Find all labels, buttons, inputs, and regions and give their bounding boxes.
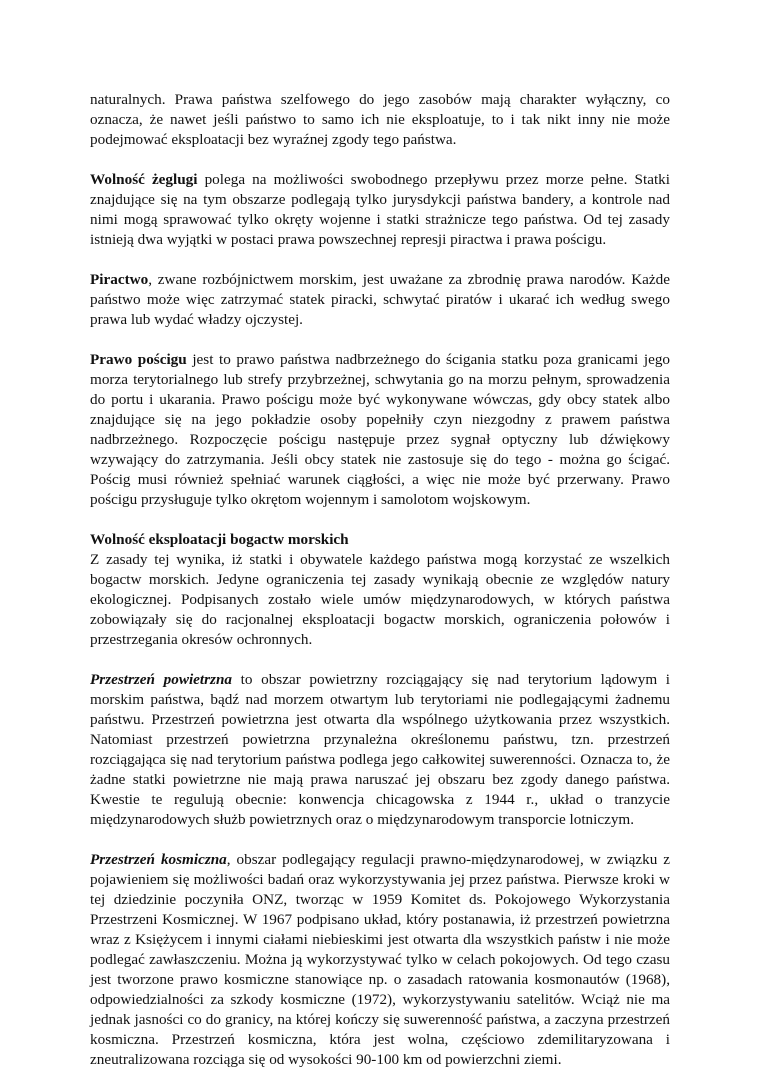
section-heading-exploitation: Wolność eksploatacji bogactw morskich xyxy=(90,531,349,548)
paragraph-text: naturalnych. Prawa państwa szelfowego do jego zasobów mają charakter wyłączny, co oznacza, że nawet jeśli państwo to samo ich nie eksploatuje, to i tak nikt inny nie może podejmować eksploatacji bez wyraźnej zgody tego państwa. xyxy=(90,91,670,148)
paragraph-text: Z zasady tej wynika, iż statki i obywatele każdego państwa mogą korzystać ze wszelkich bogactw morskich. Jedyne ograniczenia tej zasady wynikają obecnie ze względów natury ekologicznej. Podpisanych zostało wiele umów międzynarodowych, w których państwa zobowiązały się do racjonalnej eksploatacji bogactw morskich, ograniczenia połowów i przestrzegania okresów ochronnych. xyxy=(90,551,670,648)
paragraph-freedom-of-exploitation xyxy=(90,530,670,650)
paragraph-airspace xyxy=(90,670,670,830)
term-freedom-of-navigation: Wolność żeglugi xyxy=(90,171,198,188)
term-right-of-pursuit: Prawo pościgu xyxy=(90,351,187,368)
paragraph-text: polega na możliwości swobodnego przepływu przez morze pełne. Statki znajdujące się na tym obszarze podlegają tylko jurysdykcji państwa bandery, a kontrole nad nimi mogą sprawować tylko okręty wojenne i statki strażnicze tego państwa. Od tej zasady istnieją dwa wyjątki w postaci prawa powszechnej represji piractwa i prawa pościgu. xyxy=(90,171,670,248)
paragraph-text: , zwane rozbójnictwem morskim, jest uważane za zbrodnię prawa narodów. Każde państwo może więc zatrzymać statek piracki, schwytać piratów i ukarać ich według swego prawa lub wydać władzy ojczystej. xyxy=(90,271,670,328)
paragraph-text: jest to prawo państwa nadbrzeżnego do ścigania statku poza granicami jego morza terytorialnego lub strefy przybrzeżnej, schwytania go na morzu pełnym, sprowadzenia do portu i ukarania. Prawo pościgu może być wykonywane wówczas, gdy obcy statek albo znajdujące się na jego pokładzie osoby popełniły czyn niezgodny z prawem państwa nadbrzeżnego. Rozpoczęcie pościgu następuje przez sygnał optyczny lub dźwiękowy wzywający do zatrzymania. Jeśli obcy statek nie zastosuje się do tego - można go ścigać. Pościg musi również spełniać warunek ciągłości, a więc nie może być przerwany. Prawo pościgu przysługuje tylko okrętom wojennym i samolotom wojskowym. xyxy=(90,351,671,508)
document-page xyxy=(90,90,670,1070)
paragraph-text: to obszar powietrzny rozciągający się nad terytorium lądowym i morskim państwa, bądź nad morzem otwartym lub terytoriami nie podlegającymi żadnemu państwu. Przestrzeń powietrzna jest otwarta dla wspólnego użytkowania przez wszystkich. Natomiast przestrzeń powietrzna przynależna określonemu państwu, tzn. przestrzeń rozciągająca się nad terytorium państwa podlega jego całkowitej suwerenności. Oznacza to, że żadne statki powietrzne nie mają prawa naruszać jej obszaru bez zgody danego państwa. Kwestie te regulują obecnie: konwencja chicagowska z 1944 r., układ o tranzycie międzynarodowych służb powietrznych oraz o międzynarodowym transporcie lotniczym. xyxy=(90,671,670,828)
paragraph-text: , obszar podlegający regulacji prawno-międzynarodowej, w związku z pojawieniem się możliwości badań oraz wykorzystywania jej przez państwa. Pierwsze kroki w tej dziedzinie poczyniła ONZ, tworząc w 1959 Komitet ds. Pokojowego Wykorzystania Przestrzeni Kosmicznej. W 1967 podpisano układ, który postanawia, iż przestrzeń powietrzna wraz z Księżycem i innymi ciałami niebieskimi jest otwarta dla wszystkich państw i nie może podlegać zawłaszczeniu. Można ją wykorzystywać tylko w celach pokojowych. Od tego czasu jest tworzone prawo kosmiczne stanowiące np. o zasadach ratowania kosmonautów (1968), odpowiedzialności za szkody kosmiczne (1972), wykorzystywaniu satelitów. Wciąż nie ma jednak jasności co do granicy, na której kończy się suwerenność państwa, a zaczyna przestrzeń kosmiczna. Przestrzeń kosmiczna, która jest wolna, częściowo zdemilitaryzowana i zneutralizowana rozciąga się od wysokości 90-100 km od powierzchni ziemi. xyxy=(90,851,670,1068)
term-outer-space: Przestrzeń kosmiczna xyxy=(90,851,227,868)
paragraph-continental-shelf xyxy=(90,90,670,150)
paragraph-right-of-pursuit xyxy=(90,350,670,510)
paragraph-piracy xyxy=(90,270,670,330)
term-piracy: Piractwo xyxy=(90,271,149,288)
paragraph-outer-space xyxy=(90,850,670,1070)
paragraph-freedom-of-navigation xyxy=(90,170,670,250)
term-airspace: Przestrzeń powietrzna xyxy=(90,671,232,688)
